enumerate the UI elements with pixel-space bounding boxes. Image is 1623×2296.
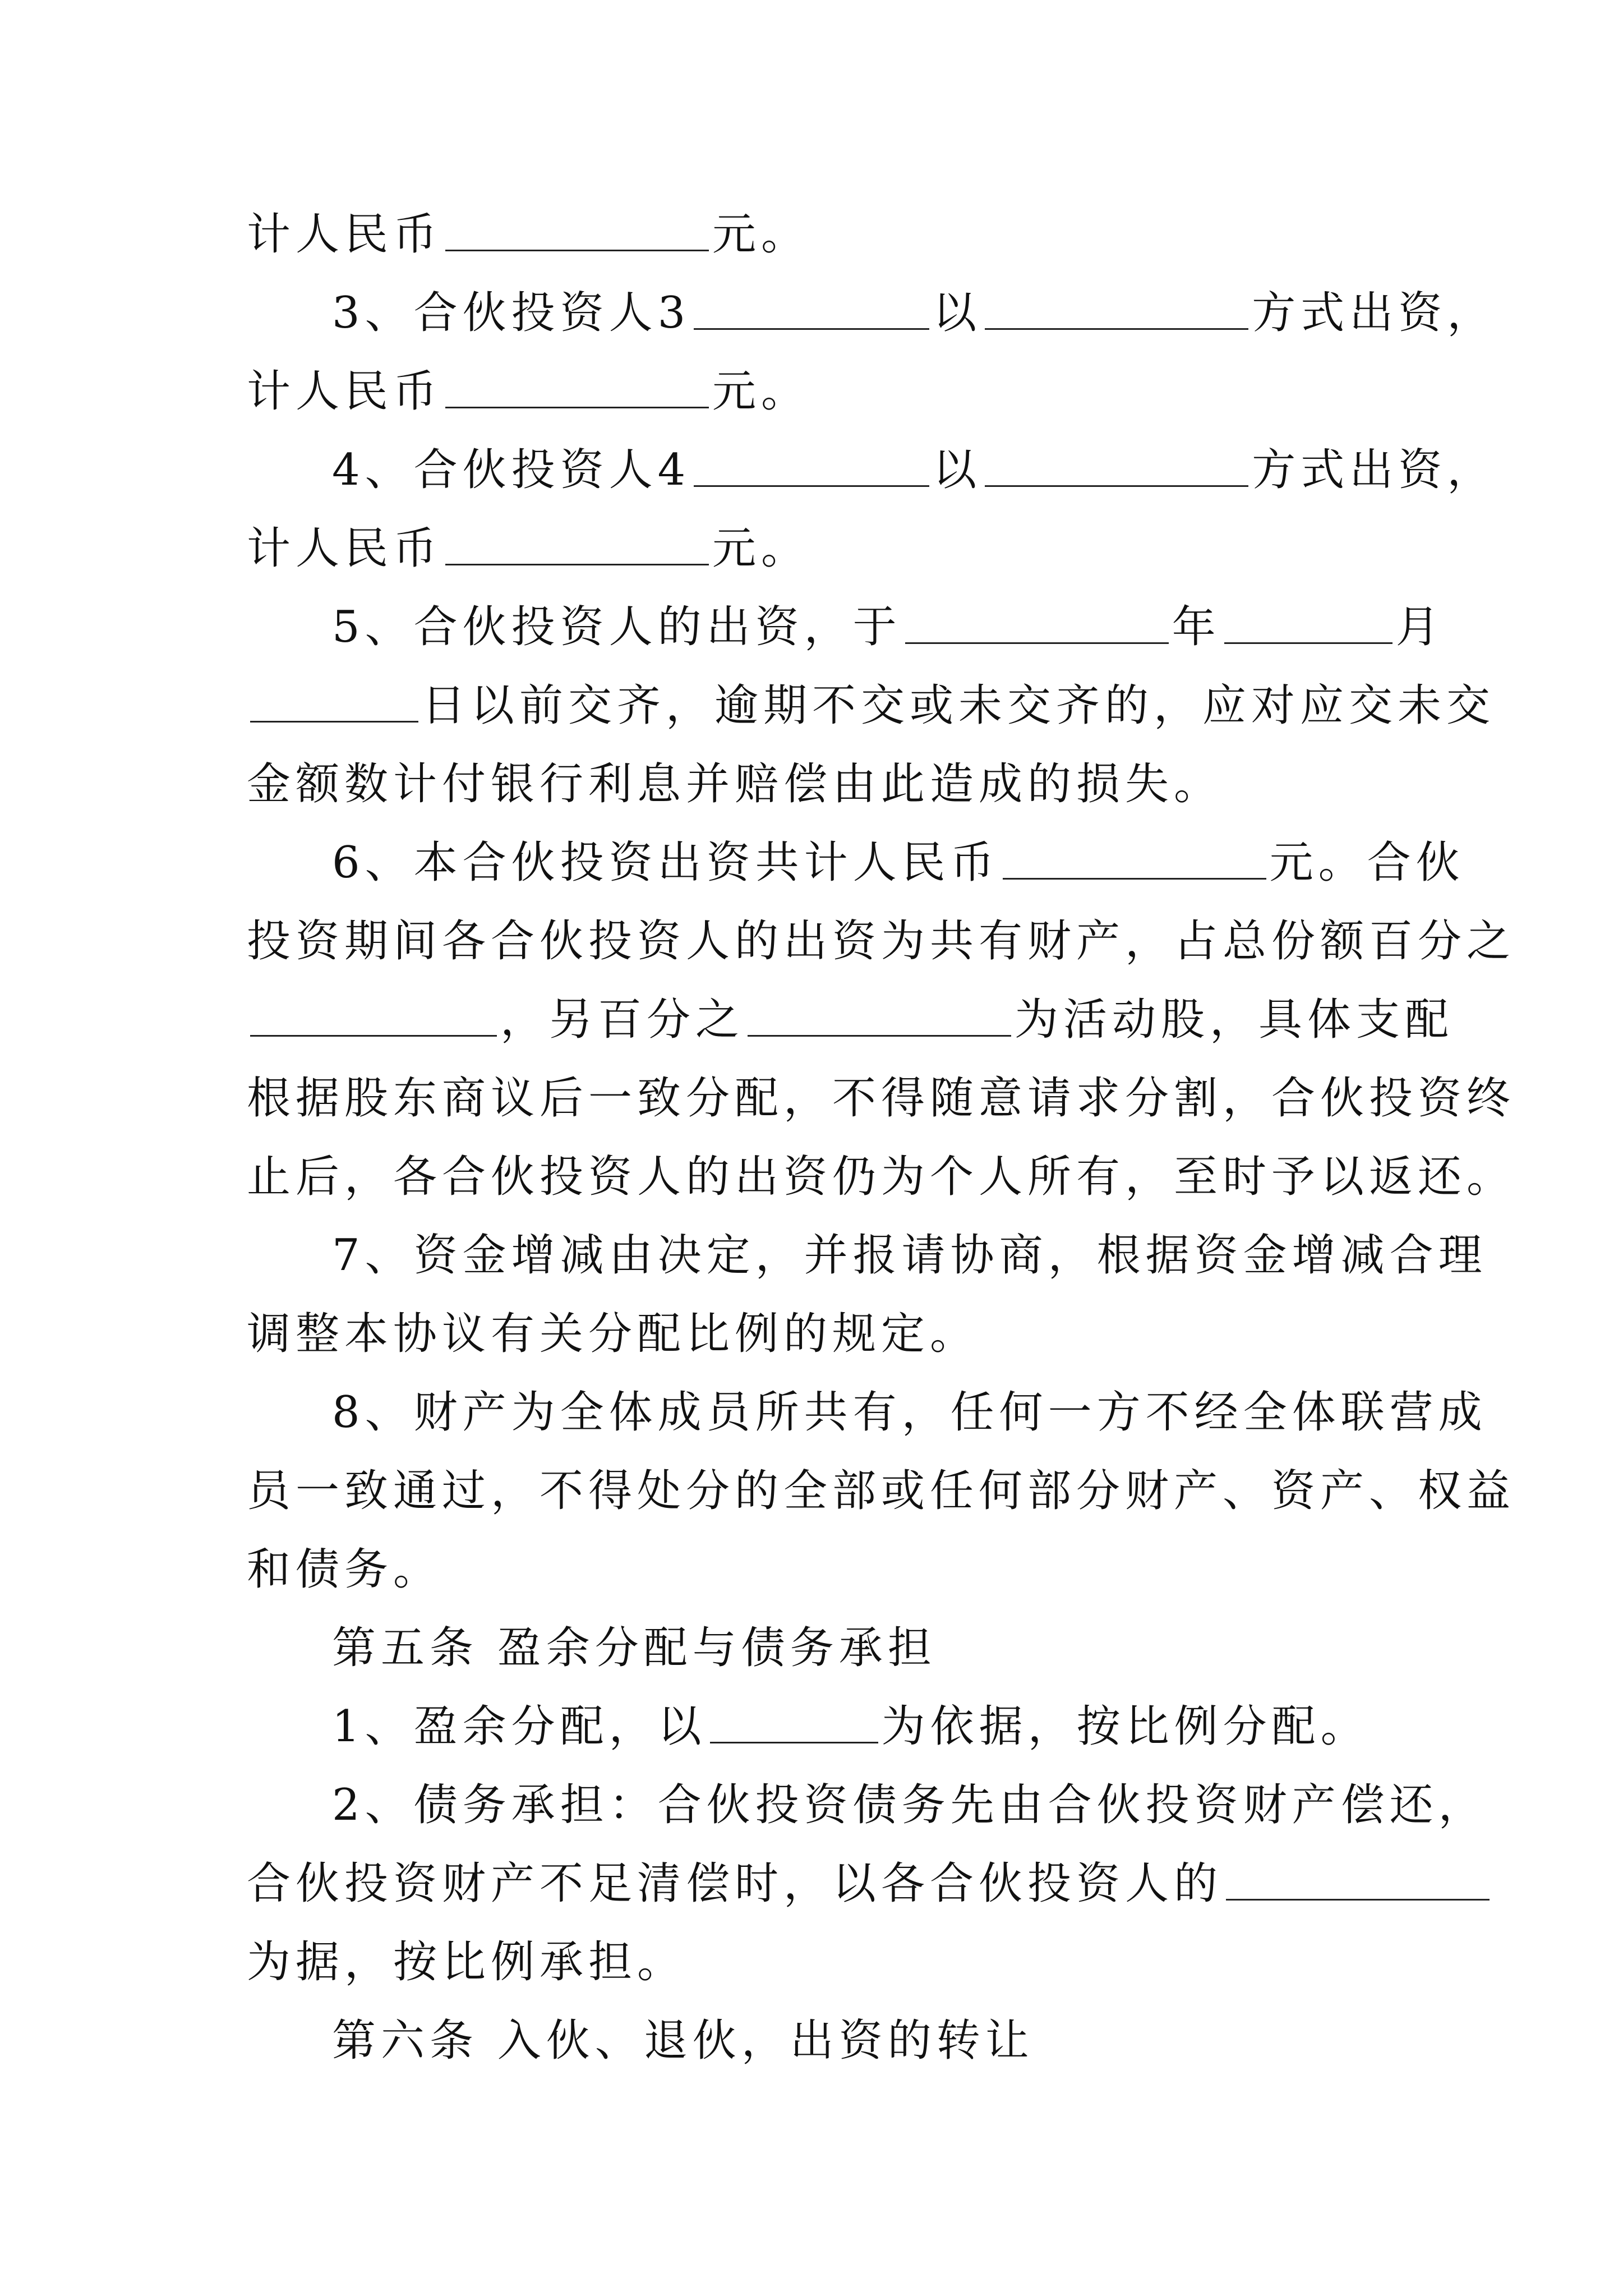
text-line-17	[247, 1457, 1516, 1525]
text-segment: 2、债务承担：合伙投资债务先由合伙投资财产偿还，	[332, 1780, 1487, 1830]
text-line-02	[332, 279, 1496, 347]
fill-in-blank	[250, 996, 497, 1037]
text-segment: 计人民币	[247, 209, 442, 260]
text-segment: 8、财产为全体成员所共有，任何一方不经全体联营成	[332, 1387, 1487, 1438]
text-line-14	[332, 1222, 1487, 1289]
text-segment: 金额数计付银行利息并赔偿由此造成的损失。	[247, 759, 1223, 809]
text-segment: 方式出资，	[1252, 288, 1496, 338]
fill-in-blank	[694, 289, 929, 330]
fill-in-blank	[1224, 603, 1393, 644]
text-line-13	[247, 1143, 1516, 1211]
text-segment: 投资期间各合伙投资人的出资为共有财产，占总份额百分之	[247, 916, 1516, 967]
fill-in-blank	[445, 524, 709, 565]
text-segment: 日以前交齐，逾期不交或未交齐的，应对应交未交	[422, 680, 1496, 731]
section-heading-6	[332, 2007, 1392, 2074]
text-line-03	[247, 358, 1391, 425]
fill-in-blank	[905, 603, 1169, 644]
text-segment: 合伙投资财产不足清偿时，以各合伙投资人的	[247, 1858, 1223, 1909]
text-segment: 止后，各合伙投资人的出资仍为个人所有，至时予以返还。	[247, 1152, 1516, 1202]
text-segment: 3、合伙投资人3	[332, 288, 691, 338]
text-line-08	[247, 751, 1391, 818]
text-line-23	[247, 1929, 1391, 1996]
fill-in-blank	[1226, 1860, 1490, 1901]
text-line-09	[332, 829, 1465, 896]
text-segment: 1、盈余分配，以	[332, 1701, 707, 1752]
fill-in-blank	[748, 996, 1011, 1037]
text-segment: 调整本协议有关分配比例的规定。	[247, 1309, 979, 1359]
text-line-10	[247, 908, 1516, 975]
fill-in-blank	[445, 210, 709, 251]
text-segment: 5、合伙投资人的出资，于	[332, 602, 902, 652]
fill-in-blank	[985, 446, 1248, 487]
fill-in-blank	[710, 1703, 878, 1743]
text-segment: 为活动股，具体支配	[1015, 995, 1454, 1045]
text-segment: ，另百分之	[500, 995, 745, 1045]
text-line-18	[247, 1536, 1391, 1603]
text-line-04	[332, 436, 1496, 504]
text-segment: 月	[1395, 602, 1445, 652]
text-segment: 为依据，按比例分配。	[881, 1701, 1370, 1752]
fill-in-blank	[694, 446, 929, 487]
text-line-22	[247, 1850, 1391, 1917]
section-heading-5	[332, 1614, 1392, 1682]
text-segment: 第五条 盈余分配与债务承担	[332, 1623, 937, 1673]
text-line-01	[247, 201, 1391, 268]
text-segment: 元。	[712, 366, 810, 417]
fill-in-blank	[985, 289, 1248, 330]
text-segment: 6、本合伙投资出资共计人民币	[332, 838, 999, 888]
text-line-05	[247, 515, 1391, 582]
text-line-16	[332, 1379, 1487, 1446]
fill-in-blank	[250, 682, 418, 723]
text-segment: 年	[1172, 602, 1221, 652]
text-line-11	[247, 986, 1454, 1053]
text-segment: 元。	[712, 523, 810, 574]
text-segment: 元。合伙	[1269, 838, 1465, 888]
text-segment: 以	[933, 445, 982, 495]
text-line-12	[247, 1065, 1516, 1132]
text-segment: 计人民币	[247, 523, 442, 574]
text-line-07	[247, 672, 1496, 739]
text-segment: 4、合伙投资人4	[332, 445, 691, 495]
text-line-21	[332, 1772, 1487, 1839]
text-segment: 方式出资，	[1252, 445, 1496, 495]
text-line-15	[247, 1300, 1391, 1368]
fill-in-blank	[445, 367, 709, 408]
text-line-06	[332, 593, 1445, 661]
text-segment: 员一致通过，不得处分的全部或任何部分财产、资产、权益	[247, 1466, 1516, 1516]
text-segment: 第六条 入伙、退伙，出资的转让	[332, 2016, 1034, 2066]
text-line-20	[332, 1693, 1392, 1760]
text-segment: 为据，按比例承担。	[247, 1937, 686, 1987]
text-segment: 和债务。	[247, 1544, 442, 1595]
text-segment: 计人民币	[247, 366, 442, 417]
text-segment: 以	[933, 288, 982, 338]
text-segment: 7、资金增减由决定，并报请协商，根据资金增减合理	[332, 1230, 1487, 1281]
fill-in-blank	[1003, 839, 1266, 880]
text-segment: 根据股东商议后一致分配，不得随意请求分割，合伙投资终	[247, 1073, 1516, 1124]
text-segment: 元。	[712, 209, 810, 260]
